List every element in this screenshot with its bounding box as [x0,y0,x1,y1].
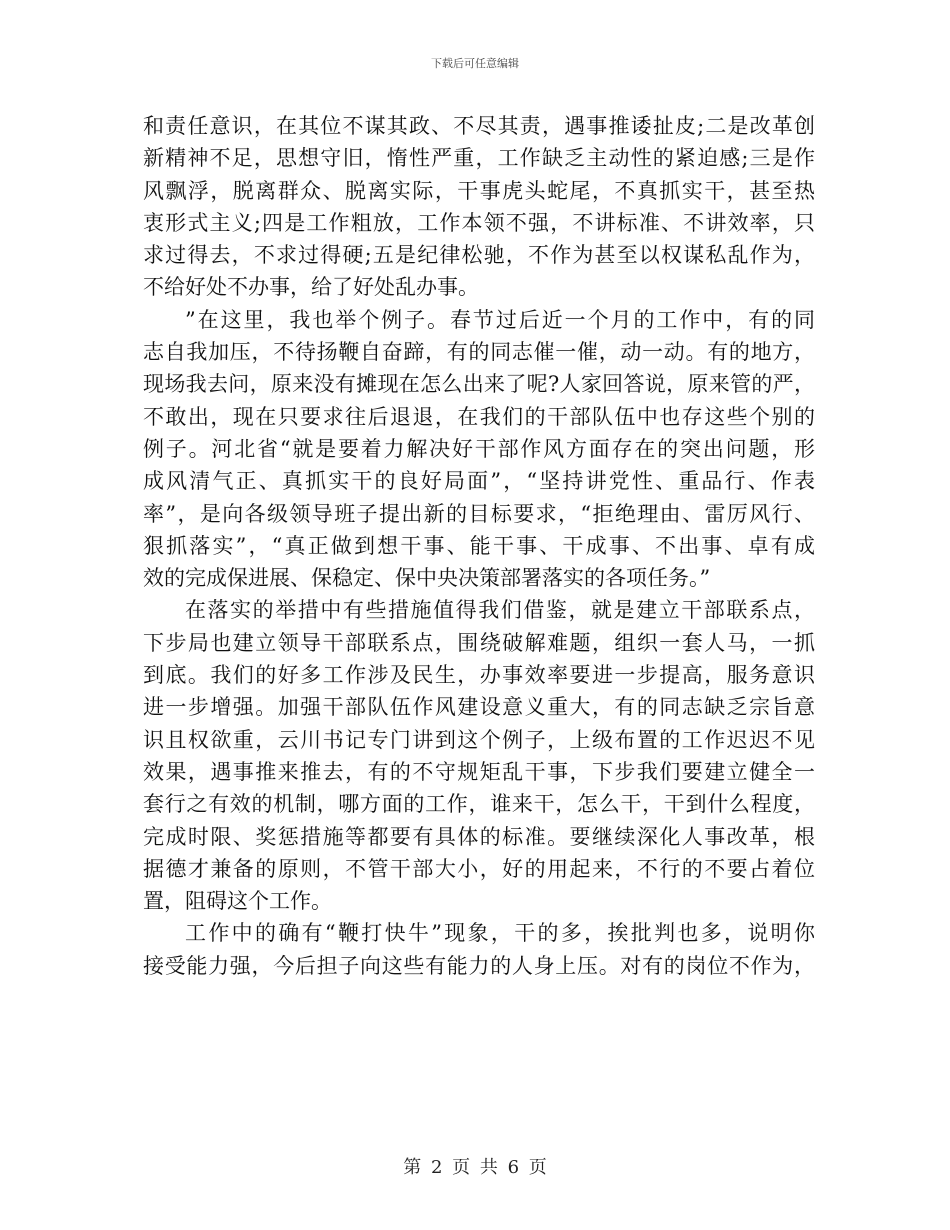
page-number-footer: 第 2 页 共 6 页 [403,1157,547,1178]
page-header: 下载后可任意编辑 [431,57,519,70]
text-line: 现场我去问，原来没有摊现在怎么出来了呢?人家回答说，原来管的严， [143,372,815,397]
text-line: 衷形式主义;四是工作粗放，工作本领不强，不讲标准、不讲效率，只 [143,210,815,235]
text-line: 志自我加压，不待扬鞭自奋蹄，有的同志催一催，动一动。有的地方， [143,340,815,365]
paragraph-start-line: 工作中的确有“鞭打快牛”现象，干的多，挨批判也多，说明你 [185,921,815,946]
text-line: 例子。河北省“就是要着力解决好干部作风方面存在的突出问题，形 [143,436,815,461]
body-text [143,110,815,982]
text-line: 接受能力强，今后担子向这些有能力的人身上压。对有的岗位不作为， [143,953,815,978]
text-line: 识且权欲重，云川书记专门讲到这个例子，上级布置的工作迟迟不见 [143,727,815,752]
text-line: 置，阻碍这个工作。 [143,889,332,914]
text-line: 成风清气正、真抓实干的良好局面”，“坚持讲党性、重品行、作表 [143,469,815,494]
text-line: 新精神不足，思想守旧，惰性严重，工作缺乏主动性的紧迫感;三是作 [143,146,815,171]
text-line: 狠抓落实”，“真正做到想干事、能干事、干成事、不出事、卓有成 [143,533,815,558]
text-line: 求过得去，不求过得硬;五是纪律松驰，不作为甚至以权谋私乱作为， [143,243,815,268]
text-line: 到底。我们的好多工作涉及民生，办事效率要进一步提高，服务意识 [143,663,815,688]
text-line: 率”，是向各级领导班子提出新的目标要求，“拒绝理由、雷厉风行、 [143,501,815,526]
text-line: 进一步增强。加强干部队伍作风建设意义重大，有的同志缺乏宗旨意 [143,695,815,720]
paragraph-start-line: ”在这里，我也举个例子。春节过后近一个月的工作中，有的同 [185,307,815,332]
text-line: 套行之有效的机制，哪方面的工作，谁来干，怎么干，干到什么程度， [143,792,815,817]
text-line: 风飘浮，脱离群众、脱离实际，干事虎头蛇尾，不真抓实干，甚至热 [143,178,815,203]
text-line: 下步局也建立领导干部联系点，围绕破解难题，组织一套人马，一抓 [143,630,815,655]
text-line: 完成时限、奖惩措施等都要有具体的标准。要继续深化人事改革，根 [143,824,815,849]
text-line: 不给好处不办事，给了好处乱办事。 [143,275,479,300]
text-line: 不敢出，现在只要求往后退退，在我们的干部队伍中也存这些个别的 [143,404,815,429]
text-line: 效果，遇事推来推去，有的不守规矩乱干事，下步我们要建立健全一 [143,759,815,784]
text-line: 据德才兼备的原则，不管干部大小，好的用起来，不行的不要占着位 [143,856,815,881]
text-line: 和责任意识，在其位不谋其政、不尽其责，遇事推诿扯皮;二是改革创 [143,114,815,138]
paragraph-start-line: 在落实的举措中有些措施值得我们借鉴，就是建立干部联系点， [185,598,815,623]
text-line: 效的完成保进展、保稳定、保中央决策部署落实的各项任务。” [143,566,711,591]
